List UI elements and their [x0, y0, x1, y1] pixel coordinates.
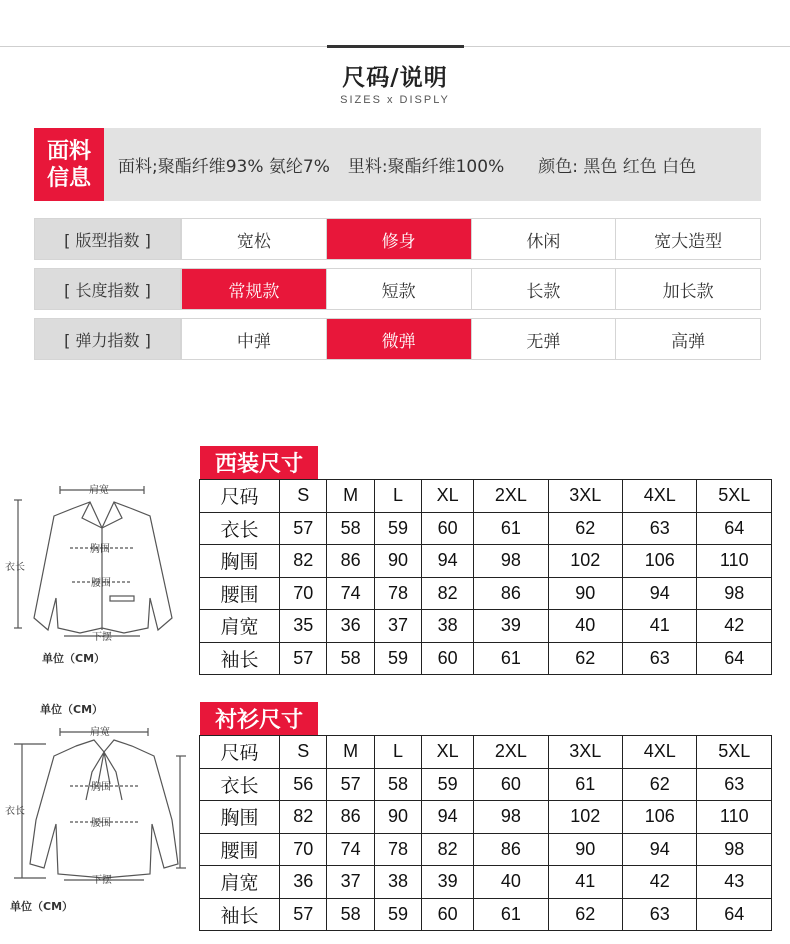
- shirt-size-value: 59: [374, 898, 421, 931]
- shirt-size-value: 63: [697, 768, 772, 801]
- shirt-diagram-hem-label: 下摆: [92, 875, 112, 886]
- shirt-row-label: 尺码: [200, 736, 280, 769]
- suit-size-value: 38: [422, 610, 474, 643]
- shirt-size-value: 94: [623, 833, 697, 866]
- suit-table-row: [200, 642, 772, 675]
- shirt-row-label: 肩宽: [200, 866, 280, 899]
- length-index-label: [ 长度指数 ]: [35, 269, 181, 309]
- suit-size-value: 58: [327, 642, 374, 675]
- suit-size-value: 98: [474, 545, 548, 578]
- shirt-size-value: 36: [280, 866, 327, 899]
- suit-size-value: 62: [548, 512, 622, 545]
- length-index-option: 长款: [471, 269, 616, 309]
- suit-size-value: 102: [548, 545, 622, 578]
- fabric-lining-material: 里料:聚酯纤维100%: [347, 157, 505, 177]
- shirt-size-value: 102: [548, 801, 622, 834]
- shirt-row-label: 衣长: [200, 768, 280, 801]
- suit-size-value: 63: [623, 512, 697, 545]
- shirt-size-value: XL: [422, 736, 474, 769]
- shirt-size-value: 56: [280, 768, 327, 801]
- shirt-size-value: 57: [327, 768, 374, 801]
- suit-table-row: [200, 545, 772, 578]
- suit-size-value: 74: [327, 577, 374, 610]
- suit-size-value: 59: [374, 512, 421, 545]
- shirt-size-value: 98: [697, 833, 772, 866]
- suit-diagram-chest-label: 胸围: [90, 544, 110, 555]
- suit-size-table: [199, 479, 772, 675]
- shirt-size-value: 59: [422, 768, 474, 801]
- shirt-size-value: 63: [623, 898, 697, 931]
- shirt-table-header-row: [200, 736, 772, 769]
- shirt-size-value: 62: [548, 898, 622, 931]
- suit-table-row: [200, 610, 772, 643]
- suit-size-value: 41: [623, 610, 697, 643]
- shirt-size-value: 61: [474, 898, 548, 931]
- stretch-index-option: 无弹: [471, 319, 616, 359]
- suit-diagram-unit-label: 单位（CM）: [42, 652, 106, 665]
- shirt-size-value: 86: [327, 801, 374, 834]
- length-index-row: [34, 268, 761, 310]
- shirt-size-table: [199, 735, 772, 931]
- suit-size-value: 58: [327, 512, 374, 545]
- suit-size-value: XL: [422, 480, 474, 513]
- fit-index-option: 休闲: [471, 219, 616, 259]
- suit-size-value: 36: [327, 610, 374, 643]
- shirt-size-value: 38: [374, 866, 421, 899]
- fit-index-option: 宽松: [181, 219, 326, 259]
- suit-diagram-shoulder-label: 肩宽: [89, 485, 109, 496]
- suit-size-value: 59: [374, 642, 421, 675]
- shirt-table-row: [200, 866, 772, 899]
- shirt-size-value: 94: [422, 801, 474, 834]
- suit-size-value: 2XL: [474, 480, 548, 513]
- suit-size-value: L: [374, 480, 421, 513]
- shirt-table-row: [200, 801, 772, 834]
- suit-size-value: 61: [474, 642, 548, 675]
- shirt-diagram-chest-label: 胸围: [91, 782, 111, 793]
- shirt-size-value: 82: [280, 801, 327, 834]
- suit-size-value: 82: [422, 577, 474, 610]
- shirt-size-value: 106: [623, 801, 697, 834]
- stretch-index-option: 高弹: [615, 319, 760, 359]
- fabric-info-label: 面料 信息: [34, 128, 104, 201]
- shirt-row-label: 胸围: [200, 801, 280, 834]
- shirt-size-value: 41: [548, 866, 622, 899]
- suit-size-value: 90: [374, 545, 421, 578]
- shirt-size-value: 58: [327, 898, 374, 931]
- suit-diagram-hem-label: 下摆: [92, 632, 112, 643]
- shirt-size-value: 3XL: [548, 736, 622, 769]
- fit-index-option-selected: 修身: [326, 219, 471, 259]
- stretch-index-label: [ 弹力指数 ]: [35, 319, 181, 359]
- shirt-diagram-length-label: 衣长: [5, 806, 25, 817]
- shirt-size-value: 58: [374, 768, 421, 801]
- suit-size-value: 94: [623, 577, 697, 610]
- shirt-size-value: 42: [623, 866, 697, 899]
- stretch-index-row: [34, 318, 761, 360]
- suit-size-value: 60: [422, 642, 474, 675]
- suit-size-value: 39: [474, 610, 548, 643]
- shirt-size-value: 98: [474, 801, 548, 834]
- suit-diagram-length-label: 衣长: [5, 562, 25, 573]
- shirt-size-value: 4XL: [623, 736, 697, 769]
- fabric-info-panel: [34, 128, 761, 201]
- shirt-size-value: 5XL: [697, 736, 772, 769]
- shirt-size-value: L: [374, 736, 421, 769]
- shirt-size-value: 60: [422, 898, 474, 931]
- shirt-row-label: 腰围: [200, 833, 280, 866]
- header-rule-accent: [327, 45, 464, 48]
- shirt-diagram: [4, 700, 196, 920]
- suit-size-value: 94: [422, 545, 474, 578]
- length-index-option-selected: 常规款: [181, 269, 326, 309]
- shirt-size-value: 40: [474, 866, 548, 899]
- suit-row-label: 胸围: [200, 545, 280, 578]
- fabric-outer-material: 面料;聚酯纤维93% 氨纶7%: [118, 157, 330, 177]
- shirt-table-row: [200, 898, 772, 931]
- fit-index-row: [34, 218, 761, 260]
- shirt-size-value: 39: [422, 866, 474, 899]
- suit-size-value: 4XL: [623, 480, 697, 513]
- shirt-size-value: 78: [374, 833, 421, 866]
- shirt-size-title: 衬衫尺寸: [200, 702, 318, 735]
- suit-size-value: 57: [280, 642, 327, 675]
- suit-size-title: 西装尺寸: [200, 446, 318, 479]
- shirt-size-value: 60: [474, 768, 548, 801]
- suit-row-label: 肩宽: [200, 610, 280, 643]
- length-index-option: 加长款: [615, 269, 760, 309]
- fabric-colors: 颜色: 黑色 红色 白色: [538, 157, 697, 177]
- shirt-size-value: 43: [697, 866, 772, 899]
- suit-size-value: 70: [280, 577, 327, 610]
- fit-index-label: [ 版型指数 ]: [35, 219, 181, 259]
- suit-size-value: 35: [280, 610, 327, 643]
- page-title: 尺码/说明: [342, 65, 448, 91]
- suit-row-label: 衣长: [200, 512, 280, 545]
- suit-size-value: 110: [697, 545, 772, 578]
- suit-row-label: 袖长: [200, 642, 280, 675]
- suit-size-value: 63: [623, 642, 697, 675]
- shirt-size-value: 70: [280, 833, 327, 866]
- suit-size-value: 82: [280, 545, 327, 578]
- suit-size-value: 64: [697, 642, 772, 675]
- shirt-table-row: [200, 768, 772, 801]
- shirt-size-value: 90: [374, 801, 421, 834]
- suit-table-row: [200, 577, 772, 610]
- suit-table-header-row: [200, 480, 772, 513]
- shirt-diagram-unit-label-bottom: 单位（CM）: [10, 900, 74, 913]
- suit-size-value: 90: [548, 577, 622, 610]
- fit-index-option: 宽大造型: [615, 219, 760, 259]
- shirt-size-value: 110: [697, 801, 772, 834]
- suit-row-label: 尺码: [200, 480, 280, 513]
- shirt-size-value: 57: [280, 898, 327, 931]
- shirt-size-value: 86: [474, 833, 548, 866]
- shirt-diagram-unit-label: 单位（CM）: [40, 703, 104, 716]
- page-subtitle: SIZES x DISPLY: [340, 94, 450, 106]
- fabric-info-items: [118, 128, 696, 201]
- suit-size-value: M: [327, 480, 374, 513]
- suit-size-value: S: [280, 480, 327, 513]
- shirt-size-value: 61: [548, 768, 622, 801]
- stretch-index-option-selected: 微弹: [326, 319, 471, 359]
- shirt-size-value: 2XL: [474, 736, 548, 769]
- shirt-table-row: [200, 833, 772, 866]
- suit-size-value: 106: [623, 545, 697, 578]
- shirt-size-value: 64: [697, 898, 772, 931]
- shirt-size-value: 37: [327, 866, 374, 899]
- shirt-size-value: M: [327, 736, 374, 769]
- suit-size-value: 37: [374, 610, 421, 643]
- shirt-size-value: S: [280, 736, 327, 769]
- suit-size-value: 61: [474, 512, 548, 545]
- shirt-diagram-waist-label: 腰围: [91, 818, 111, 829]
- suit-size-value: 60: [422, 512, 474, 545]
- suit-size-value: 40: [548, 610, 622, 643]
- suit-size-value: 57: [280, 512, 327, 545]
- stretch-index-option: 中弹: [181, 319, 326, 359]
- suit-size-value: 86: [474, 577, 548, 610]
- length-index-option: 短款: [326, 269, 471, 309]
- shirt-size-value: 74: [327, 833, 374, 866]
- suit-size-value: 5XL: [697, 480, 772, 513]
- suit-size-value: 62: [548, 642, 622, 675]
- shirt-diagram-shoulder-label: 肩宽: [90, 727, 110, 738]
- suit-row-label: 腰围: [200, 577, 280, 610]
- suit-size-value: 78: [374, 577, 421, 610]
- suit-diagram: [4, 478, 194, 668]
- suit-size-value: 86: [327, 545, 374, 578]
- suit-table-row: [200, 512, 772, 545]
- suit-size-value: 98: [697, 577, 772, 610]
- shirt-size-value: 90: [548, 833, 622, 866]
- suit-size-value: 3XL: [548, 480, 622, 513]
- suit-diagram-waist-label: 腰围: [91, 578, 111, 589]
- suit-size-value: 42: [697, 610, 772, 643]
- shirt-size-value: 82: [422, 833, 474, 866]
- shirt-size-value: 62: [623, 768, 697, 801]
- shirt-row-label: 袖长: [200, 898, 280, 931]
- suit-size-value: 64: [697, 512, 772, 545]
